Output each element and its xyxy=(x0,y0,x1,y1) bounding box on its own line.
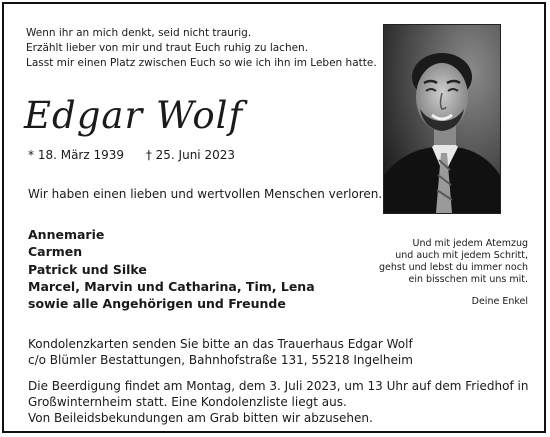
birth-date: * 18. März 1939 xyxy=(28,148,125,162)
death-date: † 25. Juni 2023 xyxy=(145,148,235,162)
quote-line: Und mit jedem Atemzug xyxy=(412,238,528,249)
family-member: sowie alle Angehörigen und Freunde xyxy=(28,296,286,312)
obituary-card xyxy=(2,2,546,433)
family-member: Marcel, Marvin und Catharina, Tim, Lena xyxy=(28,278,315,294)
funeral-info xyxy=(28,378,528,426)
quote-line: gehst und lebst du immer noch xyxy=(379,262,528,273)
quote-line: ein bisschen mit uns mit. xyxy=(408,274,528,285)
portrait-photo xyxy=(383,24,501,214)
funeral-line: Von Beileidsbekundungen am Grab bitten wir abzusehen. xyxy=(28,411,373,425)
family-member: Carmen xyxy=(28,244,83,260)
condolence-line: Kondolenzkarten senden Sie bitte an das Trauerhaus Edgar Wolf xyxy=(28,337,413,351)
portrait-illustration xyxy=(384,25,500,213)
family-list xyxy=(28,226,315,312)
family-member: Patrick und Silke xyxy=(28,261,147,277)
poem xyxy=(26,26,377,71)
poem-line: Lasst mir einen Platz zwischen Euch so wie ich ihn im Leben hatte. xyxy=(26,57,377,69)
mourning-statement: Wir haben einen lieben und wertvollen Menschen verloren. xyxy=(28,187,383,201)
life-dates xyxy=(28,148,235,162)
quote-line: und auch mit jedem Schritt, xyxy=(395,250,528,261)
funeral-line: Großwinternheim statt. Eine Kondolenzliste liegt aus. xyxy=(28,395,347,409)
quote-signature: Deine Enkel xyxy=(471,296,528,307)
family-member: Annemarie xyxy=(28,227,105,242)
funeral-line: Die Beerdigung findet am Montag, dem 3. Juli 2023, um 13 Uhr auf dem Friedhof in xyxy=(28,379,529,393)
poem-line: Wenn ihr an mich denkt, seid nicht traurig. xyxy=(26,27,252,39)
condolence-line: c/o Blümler Bestattungen, Bahnhofstraße 131, 55218 Ingelheim xyxy=(28,353,413,367)
deceased-name: Edgar Wolf xyxy=(24,94,244,137)
poem-line: Erzählt lieber von mir und traut Euch ruhig zu lachen. xyxy=(26,42,309,54)
condolence-info xyxy=(28,336,413,368)
quote xyxy=(338,238,528,286)
